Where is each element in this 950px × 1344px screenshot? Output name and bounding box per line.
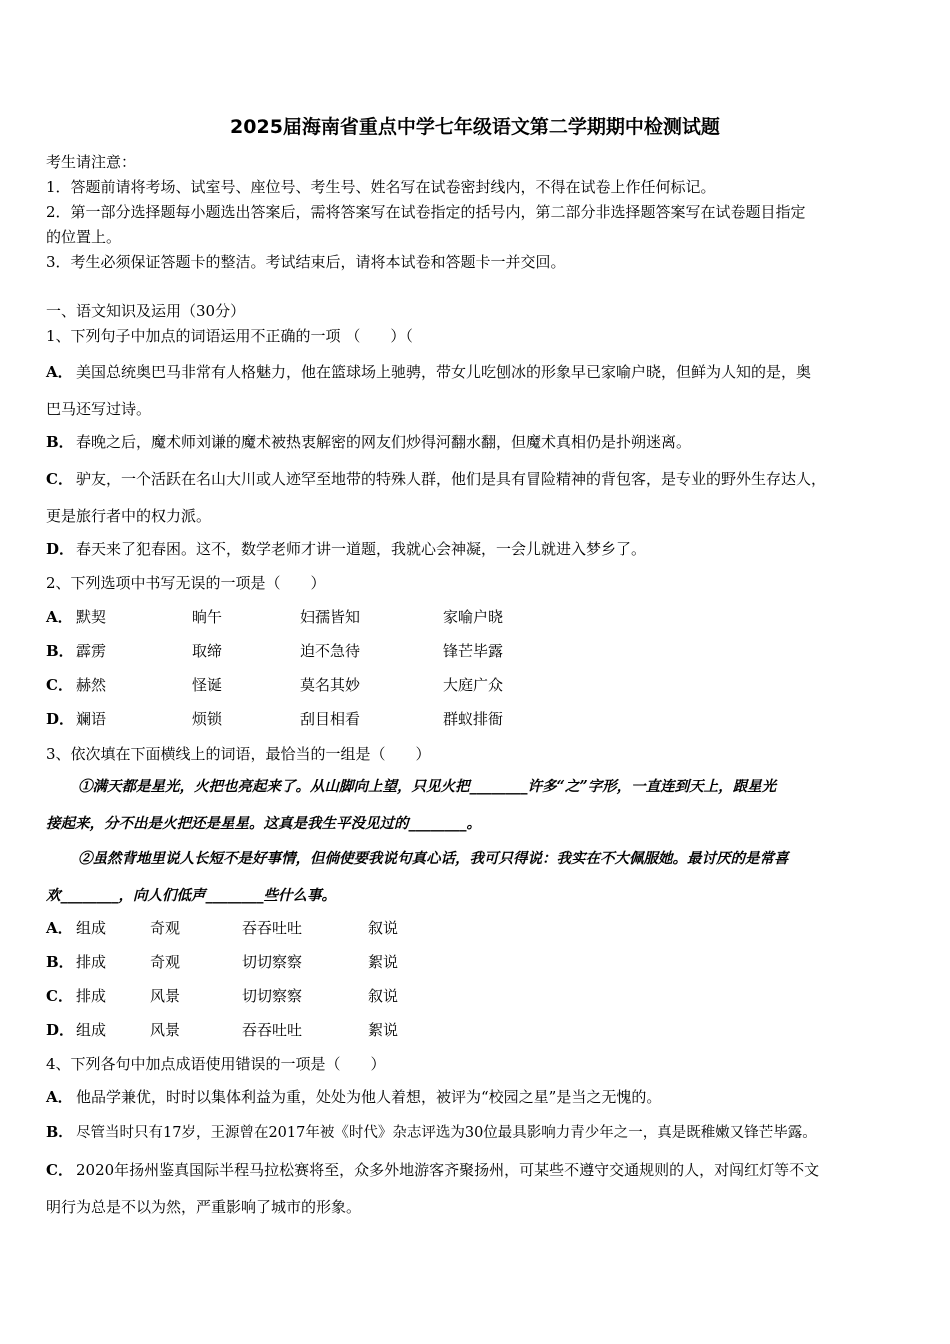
option-word: 风景 (150, 987, 181, 1005)
option-word: 絮说 (368, 953, 399, 971)
page-title: 2025届海南省重点中学七年级语文第二学期期中检测试题 (230, 116, 720, 138)
option-letter: D． (46, 1021, 75, 1039)
notice-heading: 考生请注意： (46, 153, 137, 171)
option-word: 切切察察 (242, 953, 303, 971)
option-text: 2020年扬州鉴真国际半程马拉松赛将至，众多外地游客齐聚扬州，可某些不遵守交通规则的人，对闯红灯等不文 (76, 1161, 820, 1179)
option-word: 迫不急待 (300, 642, 361, 660)
option-letter: A． (46, 919, 73, 937)
passage-text: 接起来，分不出是火把还是星星。这真是我生平没见过的________。 (46, 815, 481, 832)
option-text: 他品学兼优，时时以集体利益为重，处处为他人着想，被评为“校园之星”是当之无愧的。 (76, 1088, 662, 1106)
option-letter: C． (46, 1161, 73, 1179)
option-letter: A． (46, 1088, 73, 1106)
question-stem: 2、下列选项中书写无误的一项是（ ） (46, 574, 326, 592)
option-word: 叙说 (368, 987, 399, 1005)
option-word: 妇孺皆知 (300, 608, 361, 626)
option-letter: D． (46, 710, 75, 728)
option-c-cont: 更是旅行者中的权力派。 (46, 507, 212, 525)
passage-text: 欢________，向人们低声________些什么事。 (46, 887, 336, 904)
option-text: 春天来了犯春困。这不，数学老师才讲一道题，我就心会神凝，一会儿就进入梦乡了。 (76, 540, 647, 558)
option-c (46, 469, 826, 489)
notice-item: 3．考生必须保证答题卡的整洁。考试结束后，请将本试卷和答题卡一并交回。 (46, 253, 566, 271)
option-word: 锋芒毕露 (443, 642, 504, 660)
option-word: 风景 (150, 1021, 181, 1039)
option-word: 取缔 (192, 642, 223, 660)
section-heading: 一、语文知识及运用（30分） (46, 302, 246, 320)
option-word: 莫名其妙 (300, 676, 361, 694)
option-text: 尽管当时只有17岁，王源曾在2017年被《时代》杂志评选为30位最具影响力青少年之一，真是既稚嫩又锋芒毕露。 (76, 1125, 817, 1141)
option-a-cont: 巴马还写过诗。 (46, 400, 152, 418)
option-d (46, 539, 646, 559)
option-text: 美国总统奥巴马非常有人格魅力，他在篮球场上驰骋，带女儿吃刨冰的形象早已家喻户晓，但鲜为人知的是，奥 (76, 363, 812, 381)
option-letter: D． (46, 540, 75, 558)
option-letter: C． (46, 470, 73, 488)
option-word: 烦锁 (192, 710, 223, 728)
option-word: 家喻户晓 (443, 608, 504, 626)
option-a (46, 362, 811, 382)
option-c (46, 1160, 819, 1180)
option-word: 组成 (76, 919, 107, 937)
option-word: 絮说 (368, 1021, 399, 1039)
option-word: 排成 (76, 953, 107, 971)
option-word: 群蚁排衙 (443, 710, 504, 728)
option-letter: B． (46, 642, 74, 660)
option-word: 斓语 (76, 710, 107, 728)
option-letter: A． (46, 363, 73, 381)
option-word: 大庭广众 (443, 676, 504, 694)
passage-text: ②虽然背地里说人长短不是好事情，但倘使要我说句真心话，我可只得说：我实在不大佩服她。最讨厌的是常喜 (78, 850, 789, 867)
option-letter: B． (46, 1124, 73, 1141)
option-a (46, 1087, 661, 1107)
option-word: 晌午 (192, 608, 223, 626)
passage-text: ①满天都是星光，火把也亮起来了。从山脚向上望，只见火把________许多“之”字形，一直连到天上，跟星光 (78, 778, 777, 795)
question-stem: 4、下列各句中加点成语使用错误的一项是（ ） (46, 1055, 386, 1073)
option-word: 组成 (76, 1021, 107, 1039)
option-word: 刮目相看 (300, 710, 361, 728)
option-c-cont: 明行为总是不以为然，严重影响了城市的形象。 (46, 1198, 362, 1216)
option-word: 吞吞吐吐 (242, 1021, 303, 1039)
option-word: 切切察察 (242, 987, 303, 1005)
notice-item: 2．第一部分选择题每小题选出答案后，需将答案写在试卷指定的括号内，第二部分非选择题答案写在试卷题目指定 (46, 203, 806, 221)
option-letter: A． (46, 608, 73, 626)
option-letter: B． (46, 433, 74, 451)
option-word: 叙说 (368, 919, 399, 937)
notice-item: 1．答题前请将考场、试室号、座位号、考生号、姓名写在试卷密封线内，不得在试卷上作任何标记。 (46, 178, 716, 196)
option-letter: C． (46, 987, 73, 1005)
option-word: 吞吞吐吐 (242, 919, 303, 937)
question-stem: 3、依次填在下面横线上的词语，最恰当的一组是（ ） (46, 745, 431, 763)
option-text: 春晚之后，魔术师刘谦的魔术被热衷解密的网友们炒得河翻水翻，但魔术真相仍是扑朔迷离。 (76, 433, 692, 451)
option-letter: C． (46, 676, 73, 694)
option-letter: B． (46, 953, 74, 971)
option-b (46, 1123, 817, 1143)
option-b (46, 432, 691, 452)
option-word: 默契 (76, 608, 107, 626)
option-word: 奇观 (150, 919, 181, 937)
option-word: 怪诞 (192, 676, 223, 694)
option-text: 驴友，一个活跃在名山大川或人迹罕至地带的特殊人群，他们是具有冒险精神的背包客，是专业的野外生存达人， (76, 470, 827, 488)
option-word: 赫然 (76, 676, 107, 694)
option-word: 排成 (76, 987, 107, 1005)
question-stem: 1、下列句子中加点的词语运用不正确的一项 （ ）（ (46, 327, 413, 345)
notice-item: 的位置上。 (46, 228, 122, 246)
option-word: 霹雳 (76, 642, 107, 660)
option-word: 奇观 (150, 953, 181, 971)
